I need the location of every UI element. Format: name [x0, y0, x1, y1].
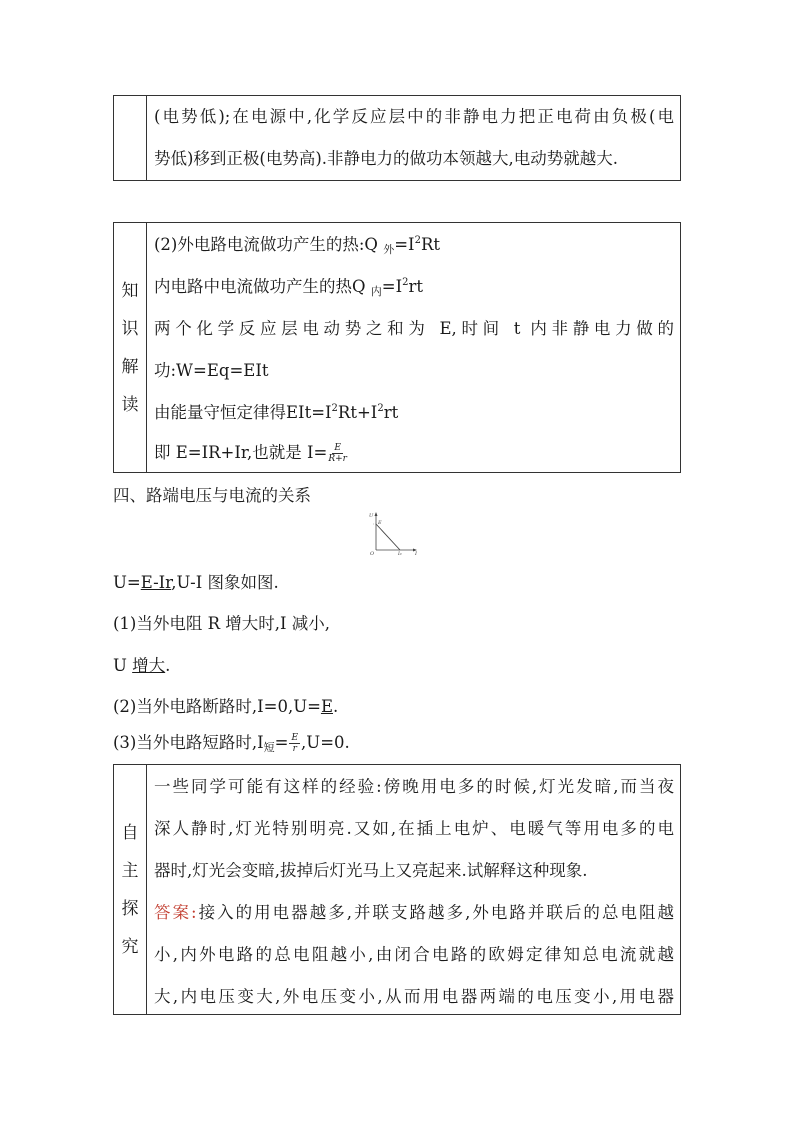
side-char: 解: [121, 356, 139, 377]
axis-label-u: U: [369, 513, 374, 519]
formula-line-energy: 由能量守恒定律得$EIt=I^2Rt+I^2rt$: [154, 403, 399, 422]
box-body: [147, 96, 680, 180]
point-1-answer: U 增大.: [113, 656, 171, 675]
question-line: 一些同学可能有这样的经验:傍晚用电多的时候,灯光发暗,而当夜: [154, 777, 674, 796]
side-char: 探: [121, 898, 139, 919]
text-line: 势低)移到正极(电势高).非静电力的做功本领越大,电动势就越大.: [154, 149, 619, 168]
formula-line-current: 即 E=IR+Ir,也就是 I= $\frac{E}{R+r}$: [154, 443, 347, 464]
answer-line: 答案:接入的用电器越多,并联支路越多,外电路并联后的总电阻越: [154, 903, 674, 922]
point-1: (1)当外电阻 R 增大时,I 减小,: [113, 614, 331, 633]
point-3: (3)当外电路短路时$,I_短=$ $\frac{E}{r}$ ,U=0.: [113, 733, 350, 754]
side-char: 读: [121, 394, 139, 415]
side-char: 知: [121, 280, 139, 301]
u-i-graph: [368, 510, 420, 556]
formula-line-external-heat: (2)外电路电流做功产生的热:Q $_外=I^2Rt$: [154, 235, 440, 256]
formula-line-internal-heat: 内电路中电流做功产生的热Q $_内=I^2rt$: [154, 277, 424, 298]
box-body: [147, 765, 680, 1014]
axis-label-i: I: [415, 551, 417, 556]
axis-label-e: E: [378, 520, 382, 526]
text-line: 两个化学反应层电动势之和为 E,时间 t 内非静电力做的: [154, 319, 674, 338]
origin-label: O: [370, 551, 375, 556]
side-char: 识: [121, 318, 139, 339]
answer-label: 答案:: [154, 903, 197, 922]
side-char: 主: [121, 860, 139, 881]
fraction-e-over-r: $\frac{E}{r}$: [291, 733, 299, 754]
side-char: 究: [121, 936, 139, 957]
formula-line-work: 功:W=Eq=EIt: [154, 361, 269, 380]
box-side-label: [114, 223, 147, 472]
explanation-box-continued: [113, 95, 681, 181]
formula-u-equals: U=E-Ir,U-I 图象如图.: [113, 573, 279, 592]
point-2: (2)当外电路断路时,I=0,U=E.: [113, 697, 339, 716]
section-heading: 四、路端电压与电流的关系: [113, 486, 311, 505]
answer-line: 小,内外电路的总电阻越小,由闭合电路的欧姆定律知总电流就越: [154, 945, 674, 964]
text-line: (电势低);在电源中,化学反应层中的非静电力把正电荷由负极(电: [154, 107, 674, 126]
answer-line: 大,内电压变大,外电压变小,从而用电器两端的电压变小,用电器: [154, 987, 674, 1006]
box-body: [147, 223, 680, 472]
question-line: 深人静时,灯光特别明亮.又如,在插上电炉、电暖气等用电多的电: [154, 819, 674, 838]
question-line: 器时,灯光会变暗,拔掉后灯光马上又亮起来.试解释这种现象.: [154, 861, 588, 880]
side-char: 自: [121, 822, 139, 843]
box-side-label: [114, 765, 147, 1014]
knowledge-interpretation-box: [113, 222, 681, 473]
fraction-e-over-r-plus-r: $\frac{E}{R+r}$: [328, 443, 347, 464]
self-inquiry-box: [113, 764, 681, 1015]
tick-label-i0: I₀: [398, 552, 402, 556]
box-side-cell: [114, 96, 147, 180]
